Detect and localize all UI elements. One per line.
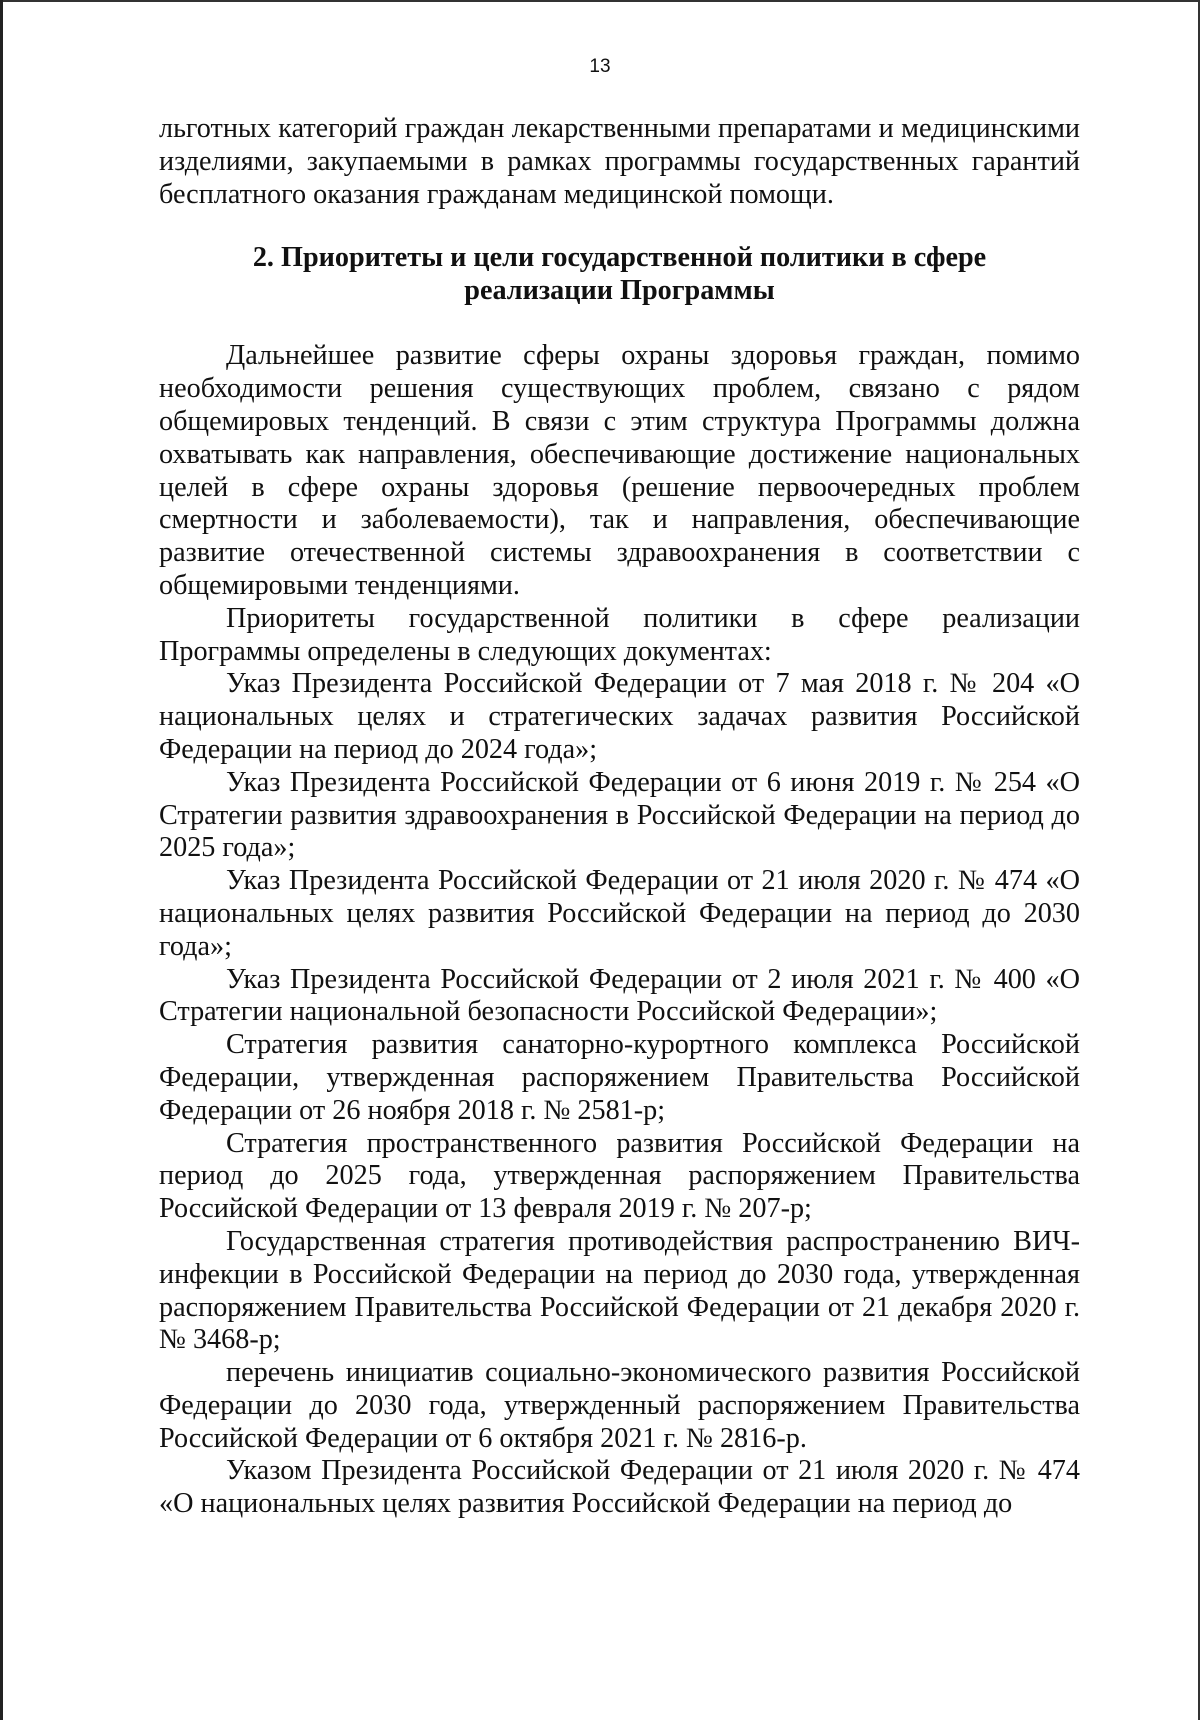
list-item: Стратегия пространственного развития Российской Федерации на период до 2025 года, утвержденная распоряжением Правительства Российской Федерации от 13 февраля 2019 г. № 207-р; bbox=[159, 1127, 1080, 1225]
page-border-top bbox=[0, 0, 1200, 2]
list-item: Государственная стратегия противодействия распространению ВИЧ-инфекции в Российской Федерации на период до 2030 года, утвержденная распоряжением Правительства Российской Федерации от 21 декабря 2020 г. № 3468-р; bbox=[159, 1225, 1080, 1356]
list-item: Указ Президента Российской Федерации от 21 июля 2020 г. № 474 «О национальных целях развития Российской Федерации на период до 2030 года»; bbox=[159, 865, 1080, 962]
list-item: Указ Президента Российской Федерации от 7 мая 2018 г. № 204 «О национальных целях и стратегических задачах развития Российской Федерации на период до 2024 года»; bbox=[159, 668, 1080, 765]
paragraph: Приоритеты государственной политики в сфере реализации Программы определены в следующих документах: bbox=[159, 602, 1080, 667]
paragraph: Указом Президента Российской Федерации от 21 июля 2020 г. № 474 «О национальных целях развития Российской Федерации на период до bbox=[159, 1455, 1080, 1520]
list-item: перечень инициатив социально-экономического развития Российской Федерации до 2030 года, утвержденный распоряжением Правительства Российской Федерации от 6 октября 2021 г. № 2816-р. bbox=[159, 1357, 1080, 1454]
page-border-left bbox=[0, 0, 3, 1720]
section-heading-line2: реализации Программы bbox=[464, 275, 775, 307]
list-item: Стратегия развития санаторно-курортного комплекса Российской Федерации, утвержденная распоряжением Правительства Российской Федерации от 26 ноября 2018 г. № 2581-р; bbox=[159, 1029, 1080, 1126]
page-number: 13 bbox=[589, 56, 611, 77]
list-item: Указ Президента Российской Федерации от 6 июня 2019 г. № 254 «О Стратегии развития здравоохранения в Российской Федерации на период до 2025 года»; bbox=[159, 766, 1080, 864]
intro-paragraph: льготных категорий граждан лекарственными препаратами и медицинскими изделиями, закупаемыми в рамках программы государственных гарантий бесплатного оказания гражданам медицинской помощи. bbox=[159, 113, 1080, 210]
section-heading bbox=[159, 241, 1080, 307]
paragraph: Дальнейшее развитие сферы охраны здоровья граждан, помимо необходимости решения существующих проблем, связано с рядом общемировых тенденций. В связи с этим структура Программы должна охватывать как направления, обеспечивающие достижение национальных целей в сфере охраны здоровья (решение первоочередных проблем смертности и заболеваемости), так и направления, обеспечивающие развитие отечественной системы здравоохранения в соответствии с общемировыми тенденциями. bbox=[159, 340, 1080, 601]
section-heading-line1: 2. Приоритеты и цели государственной политики в сфере bbox=[252, 242, 987, 274]
list-item: Указ Президента Российской Федерации от 2 июля 2021 г. № 400 «О Стратегии национальной безопасности Российской Федерации»; bbox=[159, 963, 1080, 1028]
document-body bbox=[159, 113, 1080, 1521]
